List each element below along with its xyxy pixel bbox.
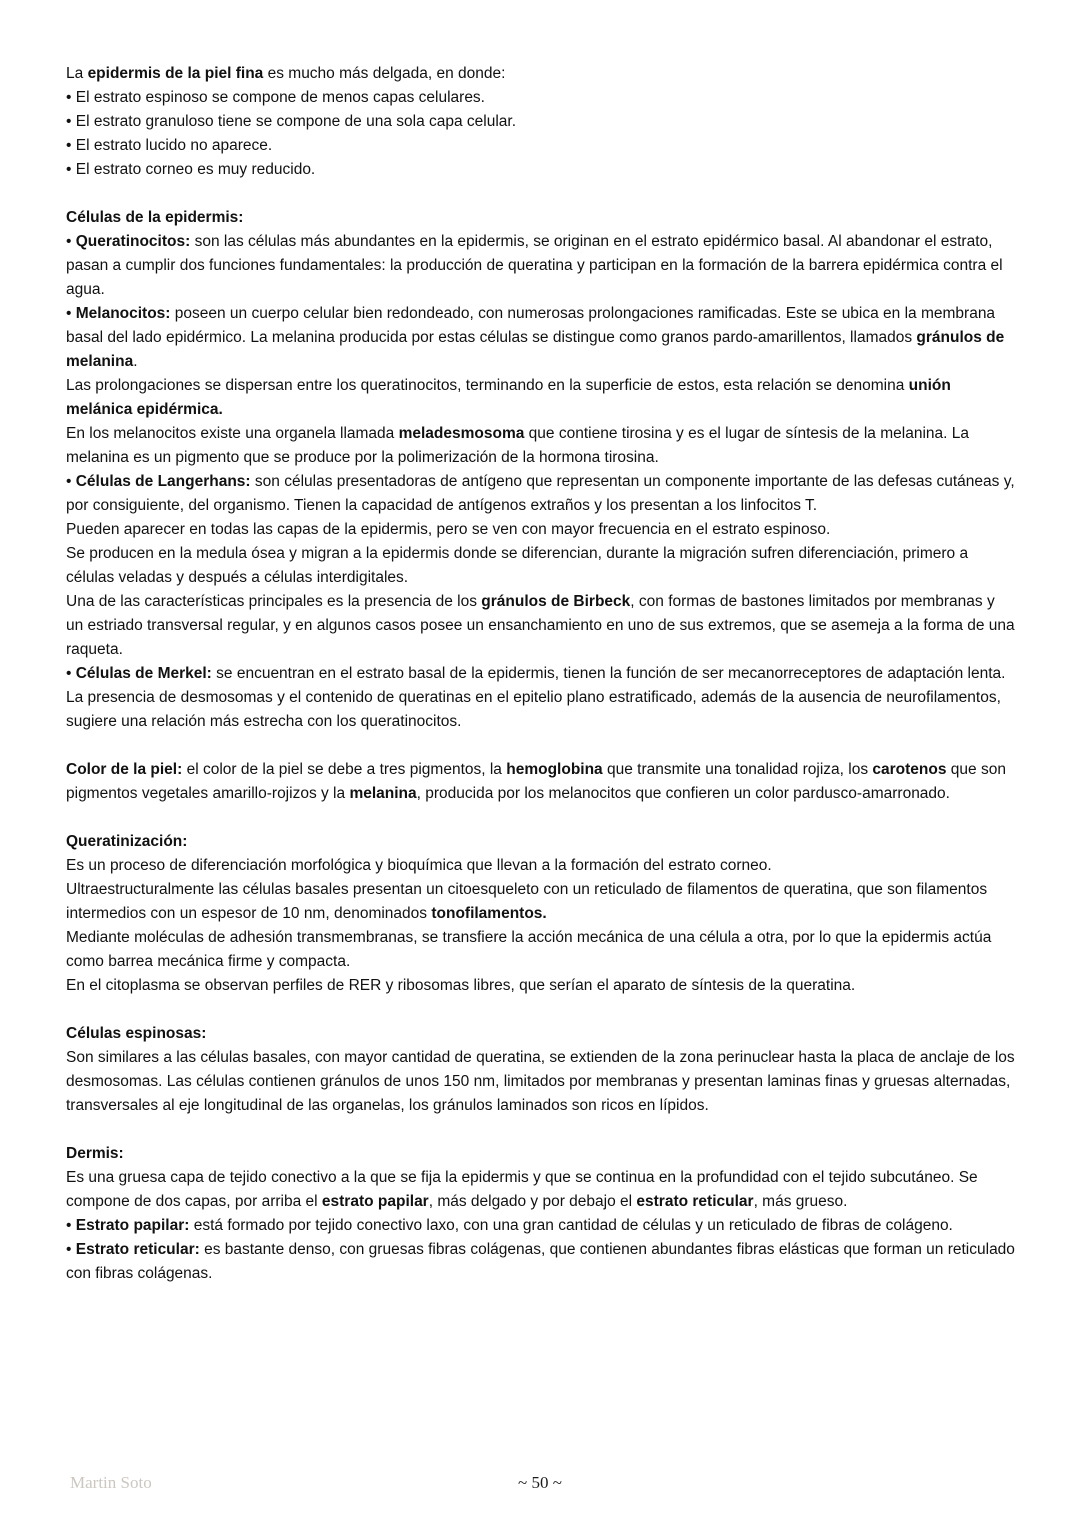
- paragraph: • Células de Langerhans: son células presentadoras de antígeno que representan un componente importante de las defesas cutáneas y, por consiguiente, del organismo. Tienen la capacidad de antígenos extraños y los presentan a los linfocitos T.: [66, 473, 1015, 514]
- paragraph: La epidermis de la piel fina es mucho más delgada, en donde:: [66, 65, 506, 82]
- paragraph: Pueden aparecer en todas las capas de la epidermis, pero se ven con mayor frecuencia en el estrato espinoso.: [66, 521, 831, 538]
- footer-author-watermark: Martin Soto: [70, 1473, 152, 1492]
- paragraph: En el citoplasma se observan perfiles de RER y ribosomas libres, que serían el aparato de síntesis de la queratina.: [66, 977, 856, 994]
- paragraph: Dermis:: [66, 1145, 124, 1162]
- paragraph: Se producen en la medula ósea y migran a la epidermis donde se diferencian, durante la migración sufren diferenciación, primero a células veladas y después a células interdigitales.: [66, 545, 969, 586]
- paragraph-spacer: [66, 998, 1016, 1022]
- paragraph: • El estrato lucido no aparece.: [66, 137, 273, 154]
- paragraph: • El estrato espinoso se compone de menos capas celulares.: [66, 89, 485, 106]
- paragraph: • Queratinocitos: son las células más abundantes en la epidermis, se originan en el estrato epidérmico basal. Al abandonar el estrato, pasan a cumplir dos funciones fundamentales: la producción de queratina y participan en la formación de la barrera epidérmica contra el agua.: [66, 233, 1003, 298]
- paragraph-spacer: [66, 806, 1016, 830]
- paragraph: Es una gruesa capa de tejido conectivo a la que se fija la epidermis y que se continua en la profundidad con el tejido subcutáneo. Se compone de dos capas, por arriba el estrato papilar, más delgado y por debajo el estrato reticular, más grueso.: [66, 1169, 978, 1210]
- document-body: [66, 62, 1016, 1286]
- paragraph: • Estrato papilar: está formado por tejido conectivo laxo, con una gran cantidad de células y un reticulado de fibras de colágeno.: [66, 1217, 953, 1234]
- paragraph: • Melanocitos: poseen un cuerpo celular bien redondeado, con numerosas prolongaciones ramificadas. Este se ubica en la membrana basal del lado epidérmico. La melanina producida por estas células se distingue como granos pardo-amarillentos, llamados gránulos de melanina.: [66, 305, 1005, 370]
- paragraph-spacer: [66, 1118, 1016, 1142]
- paragraph: Son similares a las células basales, con mayor cantidad de queratina, se extienden de la zona perinuclear hasta la placa de anclaje de los desmosomas. Las células contienen gránulos de unos 150 nm, limitados por membranas y presentan laminas finas y gruesas alternadas, transversales al eje longitudinal de las organelas, los gránulos laminados son ricos en lípidos.: [66, 1049, 1015, 1114]
- paragraph: Queratinización:: [66, 833, 188, 850]
- paragraph: Mediante moléculas de adhesión transmembranas, se transfiere la acción mecánica de una célula a otra, por lo que la epidermis actúa como barrea mecánica firme y compacta.: [66, 929, 992, 970]
- paragraph: Ultraestructuralmente las células basales presentan un citoesqueleto con un reticulado de filamentos de queratina, que son filamentos intermedios con un espesor de 10 nm, denominados tonofilamentos.: [66, 881, 988, 922]
- paragraph: • El estrato corneo es muy reducido.: [66, 161, 316, 178]
- paragraph: Una de las características principales es la presencia de los gránulos de Birbeck, con formas de bastones limitados por membranas y un estriado transversal regular, y en algunos casos posee un ensanchamiento en uno de sus extremos, que se asemeja a la forma de una raqueta.: [66, 593, 1015, 658]
- paragraph: • El estrato granuloso tiene se compone de una sola capa celular.: [66, 113, 517, 130]
- footer-page-number: ~ 50 ~: [518, 1473, 562, 1492]
- paragraph: Color de la piel: el color de la piel se debe a tres pigmentos, la hemoglobina que transmite una tonalidad rojiza, los carotenos que son pigmentos vegetales amarillo-rojizos y la melanina, producida por los melanocitos que confieren un color pardusco-amarronado.: [66, 761, 1006, 802]
- paragraph: Las prolongaciones se dispersan entre los queratinocitos, terminando en la superficie de estos, esta relación se denomina unión melánica epidérmica.: [66, 377, 951, 418]
- paragraph-spacer: [66, 182, 1016, 206]
- paragraph: En los melanocitos existe una organela llamada meladesmosoma que contiene tirosina y es el lugar de síntesis de la melanina. La melanina es un pigmento que se produce por la polimerización de la hormona tirosina.: [66, 425, 969, 466]
- paragraph-spacer: [66, 734, 1016, 758]
- paragraph: • Células de Merkel: se encuentran en el estrato basal de la epidermis, tienen la función de ser mecanorreceptores de adaptación lenta. La presencia de desmosomas y el contenido de queratinas en el epitelio plano estratificado, además de la ausencia de neurofilamentos, sugiere una relación más estrecha con los queratinocitos.: [66, 665, 1006, 730]
- paragraph: Células de la epidermis:: [66, 209, 244, 226]
- paragraph: Células espinosas:: [66, 1025, 207, 1042]
- paragraph: • Estrato reticular: es bastante denso, con gruesas fibras colágenas, que contienen abundantes fibras elásticas que forman un reticulado con fibras colágenas.: [66, 1241, 1015, 1282]
- paragraph: Es un proceso de diferenciación morfológica y bioquímica que llevan a la formación del estrato corneo.: [66, 857, 772, 874]
